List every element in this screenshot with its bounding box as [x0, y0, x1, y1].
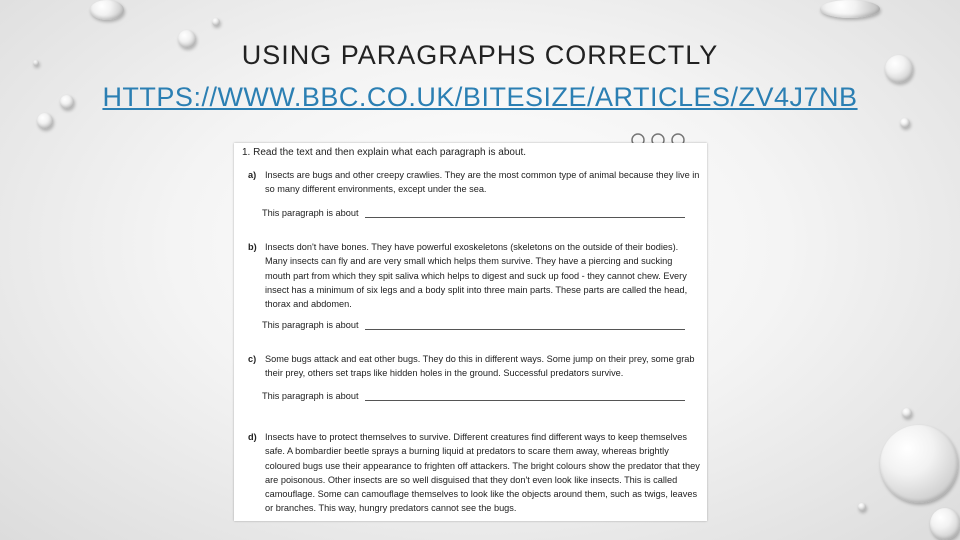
paragraph-text: Insects have to protect themselves to survive. Different creatures find different ways to keep themselves safe. A bombardier beetle sprays a burning liquid at predators to scare them away, whereas brightly coloured bugs use their appearance to frighten off attackers. The bright colours show the predator that they are poisonous. Other insects are so well disguised that they don't even look like insects. This is called camouflage. Some can camouflage themselves to look like the objects around them, such as twigs, leaves or branches. This way, hungry predators cannot see the bugs.	[265, 432, 700, 514]
answer-line-c	[262, 391, 685, 401]
water-droplet	[820, 0, 880, 18]
paragraph-a	[248, 168, 700, 197]
water-droplet	[37, 113, 53, 129]
water-droplet	[880, 425, 958, 503]
paragraph-label: d)	[248, 432, 257, 442]
paragraph-text: Insects don't have bones. They have powerful exoskeletons (skeletons on the outside of their bodies). Many insects can fly and are very small which helps them survive. They have a piercing and sucking mouth part from which they spit saliva which helps to digest and suck up food - they cannot chew. Every insect has a minimum of six legs and a body split into three main parts. These parts are called the head, thorax and abdomen.	[265, 242, 688, 310]
answer-line-a	[262, 208, 685, 218]
paragraph-d	[248, 430, 700, 516]
answer-prompt: This paragraph is about	[262, 391, 359, 401]
paragraph-text: Some bugs attack and eat other bugs. They do this in different ways. Some jump on their prey, some grab their prey, others set traps like hidden holes in the ground. Successful predators survive.	[265, 354, 695, 379]
answer-line-b	[262, 320, 685, 330]
paragraph-b	[248, 240, 700, 311]
water-droplet	[900, 118, 910, 128]
paragraph-label: b)	[248, 242, 257, 252]
answer-blank[interactable]	[365, 208, 685, 218]
water-droplet	[858, 503, 866, 511]
paragraph-label: c)	[248, 354, 257, 364]
answer-blank[interactable]	[365, 320, 685, 330]
worksheet-image	[234, 143, 707, 521]
answer-prompt: This paragraph is about	[262, 208, 359, 218]
paragraph-c	[248, 352, 700, 381]
worksheet-instruction: 1. Read the text and then explain what each paragraph is about.	[242, 147, 527, 158]
water-droplet	[60, 95, 74, 109]
paragraph-label: a)	[248, 170, 257, 180]
slide-title: USING PARAGRAPHS CORRECTLY	[241, 40, 719, 70]
water-droplet	[930, 508, 960, 540]
water-droplet	[212, 18, 220, 26]
answer-prompt: This paragraph is about	[262, 320, 359, 330]
answer-blank[interactable]	[365, 391, 685, 401]
paragraph-text: Insects are bugs and other creepy crawlies. They are the most common type of animal because they live in so many different environments, except under the sea.	[265, 170, 700, 195]
water-droplet	[90, 0, 124, 20]
bitesize-link[interactable]: HTTPS://WWW.BBC.CO.UK/BITESIZE/ARTICLES/ZV4J7NB	[102, 82, 858, 112]
water-droplet	[902, 408, 912, 418]
